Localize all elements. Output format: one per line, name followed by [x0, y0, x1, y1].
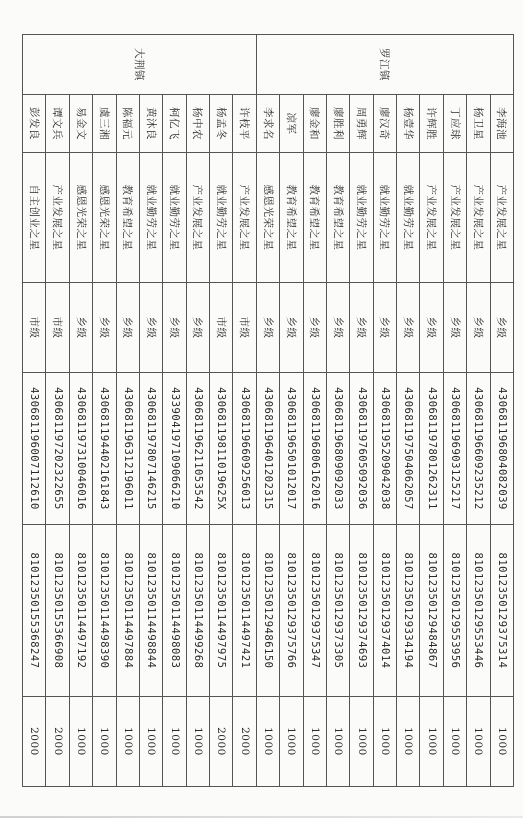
amount-cell: 1000 [490, 697, 513, 787]
level-cell: 乡级 [93, 283, 116, 373]
table-row [443, 35, 466, 787]
account-number-cell: 81012350129553956 [443, 525, 466, 697]
table-row [490, 35, 513, 787]
account-number-cell: 81012350129334194 [397, 525, 420, 697]
table-row [397, 35, 420, 787]
table-row [420, 35, 443, 787]
level-cell: 乡级 [163, 283, 186, 373]
honor-cell: 产业发展之星 [490, 153, 513, 283]
id-number-cell: 430681196501012017 [280, 373, 303, 525]
name-cell: 杨壹华 [397, 95, 420, 153]
name-cell: 许辉胜 [420, 95, 443, 153]
level-cell: 乡级 [186, 283, 209, 373]
table-row [210, 35, 233, 787]
account-number-cell: 81012350129553446 [467, 525, 490, 697]
table-row [140, 35, 163, 787]
name-cell: 杨卫星 [467, 95, 490, 153]
town-cell: 罗江镇 [256, 35, 513, 95]
name-cell: 李求名 [256, 95, 279, 153]
honor-cell: 自主创业之星 [23, 153, 47, 283]
table-row [93, 35, 116, 787]
name-cell: 柯亿飞 [163, 95, 186, 153]
account-number-cell: 81012350155368247 [23, 525, 47, 697]
table-row [116, 35, 139, 787]
table-row [350, 35, 373, 787]
amount-cell: 1000 [443, 697, 466, 787]
table-row [303, 35, 326, 787]
name-cell: 许枝平 [233, 95, 256, 153]
id-number-cell: 430681196312196011 [116, 373, 139, 525]
account-number-cell: 81012350129375347 [303, 525, 326, 697]
name-cell: 廖胜利 [327, 95, 350, 153]
account-number-cell: 81012350129484867 [420, 525, 443, 697]
account-number-cell: 81012350114497884 [116, 525, 139, 697]
level-cell: 乡级 [280, 283, 303, 373]
id-number-cell: 430681197605092036 [350, 373, 373, 525]
amount-cell: 1000 [280, 697, 303, 787]
level-cell: 乡级 [467, 283, 490, 373]
level-cell: 乡级 [443, 283, 466, 373]
id-number-cell: 430681196401202315 [256, 373, 279, 525]
level-cell: 市级 [46, 283, 69, 373]
account-number-cell: 81012350114498844 [140, 525, 163, 697]
amount-cell: 1000 [116, 697, 139, 787]
table-row [373, 35, 396, 787]
account-number-cell: 81012350129374693 [350, 525, 373, 697]
honor-cell: 教育希望之星 [116, 153, 139, 283]
account-number-cell: 81012350114499268 [186, 525, 209, 697]
id-number-cell: 430681197504062057 [397, 373, 420, 525]
id-number-cell: 430681197310046016 [69, 373, 92, 525]
table-row [280, 35, 303, 787]
amount-cell: 1000 [186, 697, 209, 787]
name-cell: 凉军 [280, 95, 303, 153]
amount-cell: 1000 [397, 697, 420, 787]
id-number-cell: 430681196903125217 [443, 373, 466, 525]
amount-cell: 1000 [69, 697, 92, 787]
honor-cell: 产业发展之星 [467, 153, 490, 283]
name-cell: 廖汉奇 [373, 95, 396, 153]
honor-cell: 就业勤劳之星 [397, 153, 420, 283]
name-cell: 周勇辉 [350, 95, 373, 153]
id-number-cell: 430681196007112610 [23, 373, 47, 525]
amount-cell: 1000 [327, 697, 350, 787]
account-number-cell: 81012350129375314 [490, 525, 513, 697]
level-cell: 乡级 [373, 283, 396, 373]
honor-cell: 产业发展之星 [186, 153, 209, 283]
level-cell: 乡级 [490, 283, 513, 373]
honor-cell: 感恩光荣之星 [256, 153, 279, 283]
honor-cell: 产业发展之星 [233, 153, 256, 283]
honor-cell: 感恩光荣之星 [69, 153, 92, 283]
table-row [327, 35, 350, 787]
id-number-cell: 430681197801262311 [420, 373, 443, 525]
level-cell: 乡级 [69, 283, 92, 373]
name-cell: 李海池 [490, 95, 513, 153]
honor-cell: 产业发展之星 [443, 153, 466, 283]
table-row [256, 35, 279, 787]
honor-cell: 教育希望之星 [327, 153, 350, 283]
id-number-cell: 430681196609235212 [467, 373, 490, 525]
amount-cell: 2000 [233, 697, 256, 787]
rotated-table-frame [22, 34, 514, 786]
account-number-cell: 81012350114497421 [233, 525, 256, 697]
amount-cell: 2000 [46, 697, 69, 787]
account-number-cell: 81012350114497975 [210, 525, 233, 697]
level-cell: 乡级 [256, 283, 279, 373]
honor-cell: 就业勤劳之星 [350, 153, 373, 283]
amount-cell: 1000 [93, 697, 116, 787]
name-cell: 杨中农 [186, 95, 209, 153]
account-number-cell: 81012350129373305 [327, 525, 350, 697]
award-table [22, 34, 514, 787]
honor-cell: 教育希望之星 [280, 153, 303, 283]
amount-cell: 1000 [163, 697, 186, 787]
id-number-cell: 430681194402161843 [93, 373, 116, 525]
name-cell: 廖金和 [303, 95, 326, 153]
amount-cell: 1000 [350, 697, 373, 787]
table-row [233, 35, 256, 787]
id-number-cell: 430681196806162016 [303, 373, 326, 525]
amount-cell: 2000 [23, 697, 47, 787]
id-number-cell: 433904197109066210 [163, 373, 186, 525]
id-number-cell: 430681195209042038 [373, 373, 396, 525]
id-number-cell: 430681196804082039 [490, 373, 513, 525]
level-cell: 市级 [210, 283, 233, 373]
account-number-cell: 81012350129375766 [280, 525, 303, 697]
level-cell: 乡级 [116, 283, 139, 373]
name-cell: 陈福元 [116, 95, 139, 153]
table-row [69, 35, 92, 787]
level-cell: 乡级 [140, 283, 163, 373]
honor-cell: 感恩光荣之星 [93, 153, 116, 283]
account-number-cell: 81012350114498083 [163, 525, 186, 697]
level-cell: 市级 [23, 283, 47, 373]
name-cell: 杨孟冬 [210, 95, 233, 153]
level-cell: 乡级 [420, 283, 443, 373]
name-cell: 谭文兵 [46, 95, 69, 153]
table-row [467, 35, 490, 787]
amount-cell: 1000 [373, 697, 396, 787]
name-cell: 虞三湘 [93, 95, 116, 153]
id-number-cell: 430681196211053542 [186, 373, 209, 525]
id-number-cell: 430681196609256013 [233, 373, 256, 525]
account-number-cell: 81012350129486150 [256, 525, 279, 697]
honor-cell: 教育希望之星 [303, 153, 326, 283]
level-cell: 乡级 [327, 283, 350, 373]
account-number-cell: 81012350155366908 [46, 525, 69, 697]
honor-cell: 就业勤劳之星 [163, 153, 186, 283]
name-cell: 黄沐良 [140, 95, 163, 153]
account-number-cell: 81012350114498390 [93, 525, 116, 697]
amount-cell: 1000 [303, 697, 326, 787]
id-number-cell: 430681197202322655 [46, 373, 69, 525]
level-cell: 乡级 [303, 283, 326, 373]
table-row [23, 35, 47, 787]
name-cell: 丁应球 [443, 95, 466, 153]
amount-cell: 1000 [420, 697, 443, 787]
honor-cell: 产业发展之星 [46, 153, 69, 283]
level-cell: 乡级 [397, 283, 420, 373]
name-cell: 易金文 [69, 95, 92, 153]
table-row [186, 35, 209, 787]
id-number-cell: 430681197807146215 [140, 373, 163, 525]
level-cell: 市级 [233, 283, 256, 373]
amount-cell: 1000 [140, 697, 163, 787]
amount-cell: 1000 [256, 697, 279, 787]
honor-cell: 就业勤劳之星 [373, 153, 396, 283]
honor-cell: 就业勤劳之星 [140, 153, 163, 283]
amount-cell: 2000 [210, 697, 233, 787]
name-cell: 彭发良 [23, 95, 47, 153]
town-cell: 大荆镇 [23, 35, 257, 95]
honor-cell: 就业勤劳之星 [210, 153, 233, 283]
table-row [46, 35, 69, 787]
award-table-body [23, 35, 514, 787]
account-number-cell: 81012350114497192 [69, 525, 92, 697]
account-number-cell: 81012350129374014 [373, 525, 396, 697]
level-cell: 乡级 [350, 283, 373, 373]
id-number-cell: 430681196809092033 [327, 373, 350, 525]
honor-cell: 产业发展之星 [420, 153, 443, 283]
amount-cell: 1000 [467, 697, 490, 787]
id-number-cell: 43068119811019625X [210, 373, 233, 525]
table-row [163, 35, 186, 787]
